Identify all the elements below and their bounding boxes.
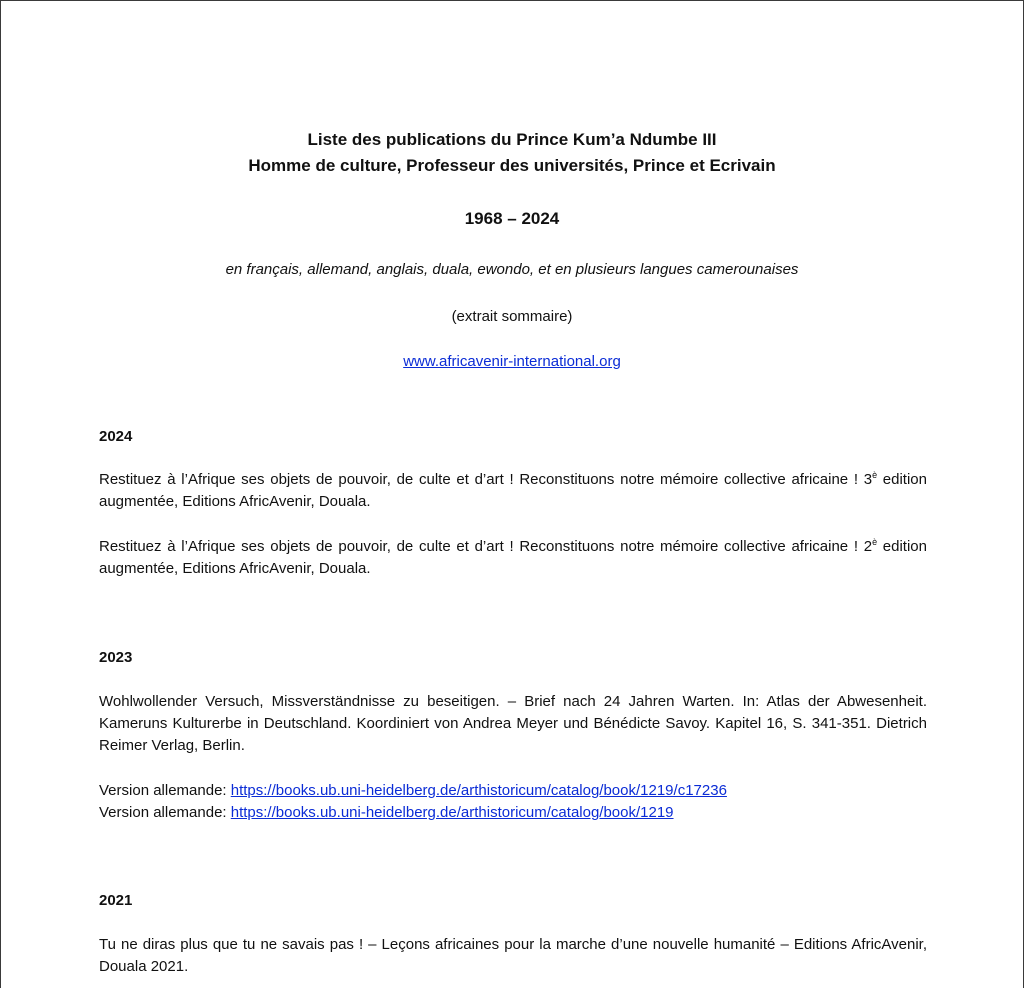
year-heading-2023: 2023: [99, 649, 133, 666]
extract-note: (extrait sommaire): [451, 308, 573, 325]
heidelberg-chapter-link[interactable]: https://books.ub.uni-heidelberg.de/arthistoricum/catalog/book/1219/c17236: [230, 782, 727, 799]
version-line: [99, 802, 927, 824]
publication-entry: [99, 536, 927, 580]
publication-entry: Tu ne diras plus que tu ne savais pas ! – Leçons africaines pour la marche d’une nouvelle humanité – Editions AfricAvenir, Douala 2021.: [99, 936, 927, 975]
title-line-1: Liste des publications du Prince Kum’a Ndumbe III: [307, 130, 717, 149]
document-title: [1, 127, 1023, 179]
version-line: [99, 780, 927, 802]
year-heading-2024: 2024: [99, 428, 133, 445]
entry-text: Restituez à l’Afrique ses objets de pouvoir, de culte et d’art ! Reconstituons notre mémoire collective africaine ! 3: [99, 471, 873, 488]
year-heading-2021: 2021: [99, 892, 133, 909]
entry-text: Restituez à l’Afrique ses objets de pouvoir, de culte et d’art ! Reconstituons notre mémoire collective africaine ! 2: [99, 538, 873, 555]
entry-text: edition augmentée, Editions AfricAvenir, Douala.: [99, 471, 927, 510]
heidelberg-book-link[interactable]: https://books.ub.uni-heidelberg.de/arthistoricum/catalog/book/1219: [230, 804, 674, 821]
languages-line: en français, allemand, anglais, duala, ewondo, et en plusieurs langues camerounaises: [225, 261, 799, 278]
entry-text: edition augmentée, Editions AfricAvenir, Douala.: [99, 538, 927, 577]
version-label: Version allemande:: [99, 782, 231, 799]
title-line-2: Homme de culture, Professeur des universités, Prince et Ecrivain: [248, 156, 776, 175]
superscript: è: [872, 470, 878, 480]
publication-entry: Wohlwollender Versuch, Missverständnisse zu beseitigen. – Brief nach 24 Jahren Warten. In: Atlas der Abwesenheit. Kameruns Kulturerbe in Deutschland. Koordiniert von Andrea Meyer und Bénédicte Savoy. Kapitel 16, S. 341-351. Dietrich Reimer Verlag, Berlin.: [99, 693, 927, 754]
year-range: 1968 – 2024: [464, 209, 560, 228]
publication-entry: [99, 469, 927, 513]
website-line: [1, 353, 1023, 370]
version-label: Version allemande:: [99, 804, 231, 821]
superscript: è: [872, 537, 878, 547]
website-link[interactable]: www.africavenir-international.org: [403, 353, 621, 370]
